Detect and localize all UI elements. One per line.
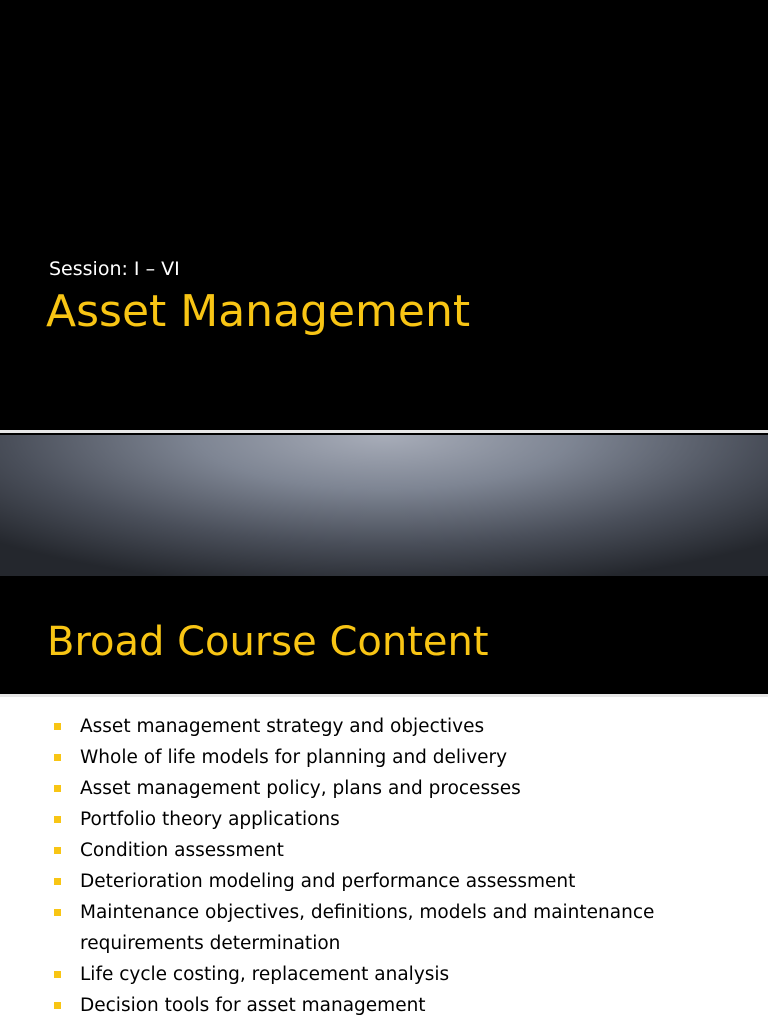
session-label: Session: I – VI [49,258,180,280]
list-item-text: Maintenance objectives, definitions, models and maintenance requirements determination [80,902,655,954]
list-item [54,835,754,866]
list-item [54,959,754,990]
list-item [54,742,754,773]
list-item [54,897,754,959]
square-bullet-icon [54,754,61,761]
square-bullet-icon [54,971,61,978]
slide-title: Asset Management [46,286,471,337]
square-bullet-icon [54,816,61,823]
bullet-list [54,711,754,1021]
list-item-text: Portfolio theory applications [80,809,340,830]
divider [0,430,768,433]
list-item-text: Life cycle costing, replacement analysis [80,964,450,985]
square-bullet-icon [54,785,61,792]
list-item [54,866,754,897]
square-bullet-icon [54,1002,61,1009]
list-item [54,804,754,835]
square-bullet-icon [54,878,61,885]
slide-heading: Broad Course Content [47,619,489,665]
list-item-text: Whole of life models for planning and delivery [80,747,508,768]
square-bullet-icon [54,723,61,730]
list-item-text: Asset management strategy and objectives [80,716,485,737]
content-area [0,697,768,1024]
gradient-band [0,435,768,576]
list-item-text: Asset management policy, plans and processes [80,778,521,799]
content-slide [0,576,768,1024]
list-item [54,711,754,742]
square-bullet-icon [54,909,61,916]
list-item-text: Deterioration modeling and performance assessment [80,871,576,892]
list-item [54,990,754,1021]
list-item-text: Decision tools for asset management [80,995,426,1016]
list-item [54,773,754,804]
square-bullet-icon [54,847,61,854]
list-item-text: Condition assessment [80,840,284,861]
